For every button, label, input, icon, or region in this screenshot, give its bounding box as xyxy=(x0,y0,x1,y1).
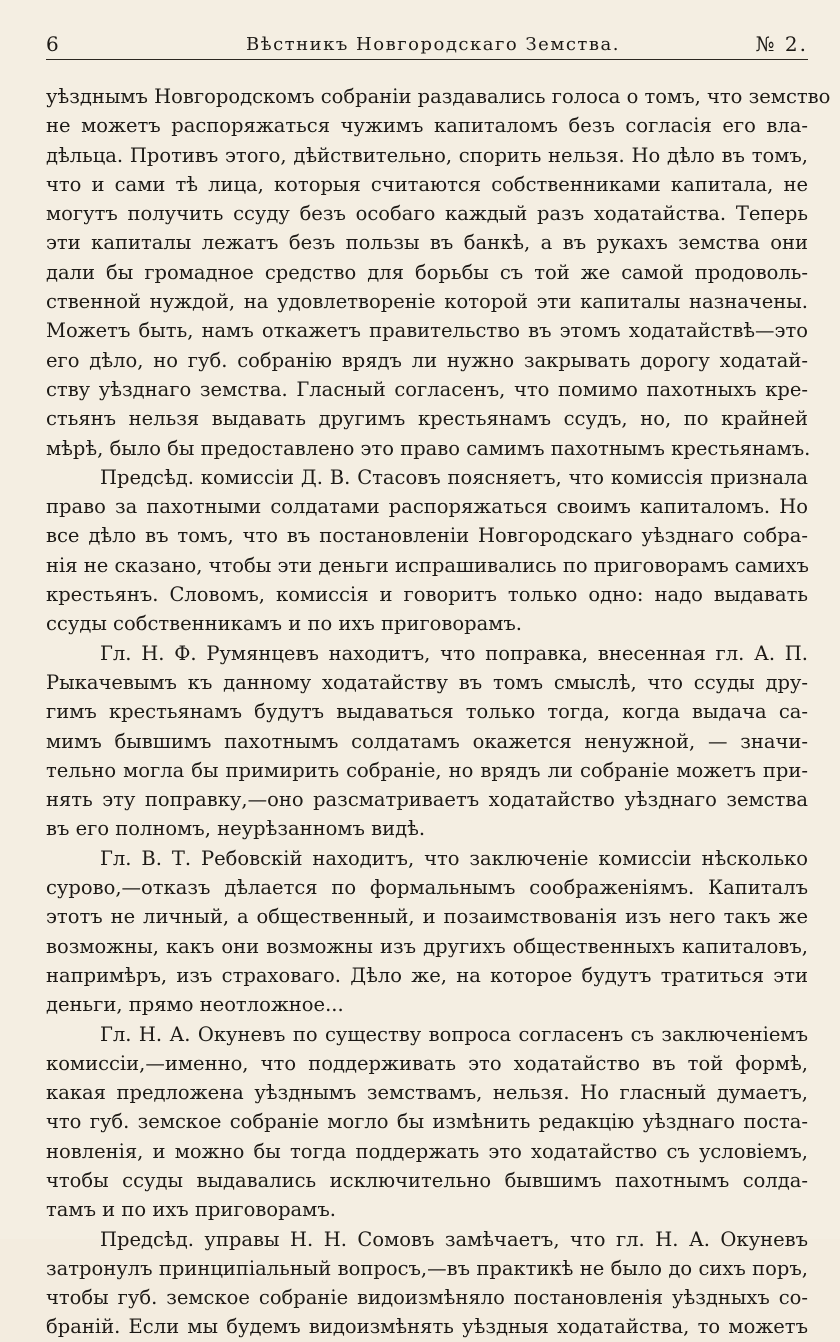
text-line: Гл. В. Т. Ребовскій находитъ, что заключеніе комиссіи нѣсколько xyxy=(100,846,808,870)
text-line: стьянъ нельзя выдавать другимъ крестьянамъ ссудъ, но, по крайней xyxy=(46,407,808,431)
issue-number: № 2. xyxy=(755,32,808,56)
text-line: тельно могла бы примирить собраніе, но врядъ ли собраніе можетъ при- xyxy=(46,758,808,782)
text-line: затронулъ принципіальный вопросъ,—въ практикѣ не было до сихъ поръ, xyxy=(46,1256,808,1280)
text-line: чтобы ссуды выдавались исключительно бывшимъ пахотнымъ солда- xyxy=(46,1168,808,1192)
text-line: Можетъ быть, намъ откажетъ правительство въ этомъ ходатайствѣ—это xyxy=(46,319,808,343)
text-line: право за пахотными солдатами распоряжаться своимъ капиталомъ. Но xyxy=(46,495,808,519)
text-line: напримѣръ, изъ страховаго. Дѣло же, на которое будутъ тратиться эти xyxy=(46,963,808,987)
text-line: какая предложена уѣзднымъ земствамъ, нельзя. Но гласный думаетъ, xyxy=(46,1081,808,1105)
text-line: крестьянъ. Словомъ, комиссія и говоритъ только одно: надо выдавать xyxy=(46,583,808,607)
text-line: дѣльца. Противъ этого, дѣйствительно, спорить нельзя. Но дѣло въ томъ, xyxy=(46,143,808,167)
text-line: нять эту поправку,—оно разсматриваетъ ходатайство уѣзднаго земства xyxy=(46,788,808,812)
text-line: тамъ и по ихъ приговорамъ. xyxy=(46,1198,336,1222)
text-line: Гл. Н. Ф. Румянцевъ находитъ, что поправка, внесенная гл. А. П. xyxy=(100,641,808,665)
text-line: комиссіи,—именно, что поддерживать это ходатайство въ той формѣ, xyxy=(46,1051,808,1075)
journal-title: Вѣстникъ Новгородскаго Земства. xyxy=(246,34,620,55)
text-line: мимъ бывшимъ пахотнымъ солдатамъ окажется ненужной, — значи- xyxy=(46,729,808,753)
text-line: мѣрѣ, было бы предоставлено это право самимъ пахотнымъ крестьянамъ. xyxy=(46,436,811,460)
running-header xyxy=(46,28,808,58)
text-line: что и сами тѣ лица, которыя считаются собственниками капитала, не xyxy=(46,172,808,196)
text-line: Предсѣд. комиссіи Д. В. Стасовъ поясняетъ, что комиссія признала xyxy=(100,465,808,489)
text-line: браній. Если мы будемъ видоизмѣнять уѣздныя ходатайства, то можетъ xyxy=(46,1315,808,1339)
text-line: не можетъ распоряжаться чужимъ капиталомъ безъ согласія его вла- xyxy=(46,114,808,138)
text-line: дали бы громадное средство для борьбы съ той же самой продоволь- xyxy=(46,260,808,284)
text-line: нія не сказано, чтобы эти деньги испрашивались по приговорамъ самихъ xyxy=(46,553,809,577)
text-line: все дѣло въ томъ, что въ постановленіи Новгородскаго уѣзднаго собра- xyxy=(46,524,808,548)
text-line: уѣзднымъ Новгородскомъ собраніи раздавались голоса о томъ, что земство xyxy=(46,85,831,108)
text-line: деньги, прямо неотложное... xyxy=(46,993,344,1017)
text-line: ству уѣзднаго земства. Гласный согласенъ, что помимо пахотныхъ кре- xyxy=(46,377,808,401)
text-line: этотъ не личный, а общественный, и позаимствованія изъ него такъ же xyxy=(46,905,808,929)
text-line: гимъ крестьянамъ будутъ выдаваться только тогда, когда выдача са- xyxy=(46,700,808,724)
text-line: сурово,—отказъ дѣлается по формальнымъ соображеніямъ. Капиталъ xyxy=(46,876,808,900)
text-line: могутъ получить ссуду безъ особаго каждый разъ ходатайства. Теперь xyxy=(46,202,808,226)
text-line: въ его полномъ, неурѣзанномъ видѣ. xyxy=(46,817,426,841)
text-line: его дѣло, но губ. собранію врядъ ли нужно закрывать дорогу ходатай- xyxy=(46,348,808,372)
text-line: ссуды собственникамъ и по ихъ приговорамъ. xyxy=(46,612,523,636)
header-rule xyxy=(46,59,808,60)
text-line: Предсѣд. управы Н. Н. Сомовъ замѣчаетъ, что гл. Н. А. Окуневъ xyxy=(100,1227,808,1251)
text-line: эти капиталы лежатъ безъ пользы въ банкѣ, а въ рукахъ земства они xyxy=(46,231,808,255)
text-line: Рыкачевымъ къ данному ходатайству въ томъ смыслѣ, что ссуды дру- xyxy=(46,670,808,694)
text-line: чтобы губ. земское собраніе видоизмѣняло постановленія уѣздныхъ со- xyxy=(46,1286,808,1310)
text-line: Гл. Н. А. Окуневъ по существу вопроса согласенъ съ заключеніемъ xyxy=(100,1022,808,1046)
page-number: 6 xyxy=(46,32,59,56)
body-text xyxy=(46,82,831,1342)
text-line: новленія, и можно бы тогда поддержать это ходатайство съ условіемъ, xyxy=(46,1139,808,1163)
text-line: возможны, какъ они возможны изъ другихъ общественныхъ капиталовъ, xyxy=(46,934,808,958)
text-line: ственной нуждой, на удовлетвореніе которой эти капиталы назначены. xyxy=(46,290,808,314)
text-line: что губ. земское собраніе могло бы измѣнить редакцію уѣзднаго поста- xyxy=(46,1110,808,1134)
